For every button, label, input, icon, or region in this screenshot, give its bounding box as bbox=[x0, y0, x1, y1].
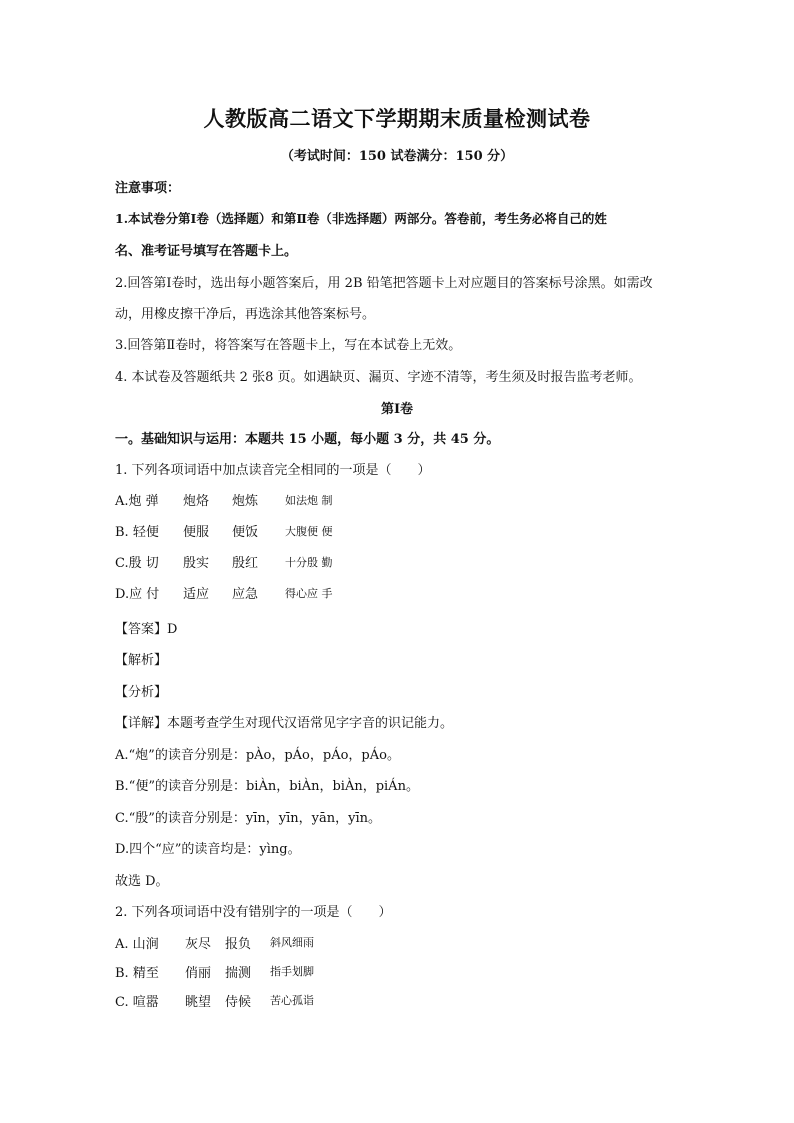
option-word-2: 报负 bbox=[225, 937, 252, 952]
note-item-2b: 动，用橡皮擦干净后，再选涂其他答案标号。 bbox=[115, 307, 376, 322]
exam-time-info: （考试时间：150 试卷满分：150 分） bbox=[280, 149, 514, 164]
option-word-1: 殷实 bbox=[183, 556, 210, 571]
q1-answer: 【答案】D bbox=[115, 622, 178, 637]
note-item-1a: 1.本试卷分第Ⅰ卷（选择题）和第Ⅱ卷（非选择题）两部分。答卷前，考生务必将自己的姓 bbox=[115, 211, 607, 226]
q1-explain-c: C.“殷”的读音分别是：yīn，yīn，yān，yīn。 bbox=[115, 811, 381, 826]
q1-explain-a: A.“炮”的读音分别是：pÀo，pÁo，pÁo，pÁo。 bbox=[115, 748, 400, 763]
option-label: C. 喧嚣 bbox=[115, 995, 159, 1010]
option-word-1: 炮烙 bbox=[183, 494, 210, 509]
option-word-2: 便饭 bbox=[232, 525, 259, 540]
option-word-3: 指手划脚 bbox=[270, 965, 314, 978]
note-item-3: 3.回答第Ⅱ卷时，将答案写在答题卡上，写在本试卷上无效。 bbox=[115, 338, 462, 353]
part1-heading: 一。基础知识与运用：本题共 15 小题，每小题 3 分，共 45 分。 bbox=[115, 432, 500, 447]
notes-heading: 注意事项： bbox=[115, 181, 181, 196]
option-word-1: 灰尽 bbox=[185, 937, 212, 952]
note-item-2a: 2.回答第Ⅰ卷时，选出每小题答案后，用 2B 铅笔把答题卡上对应题目的答案标号涂黑。如需改 bbox=[115, 276, 653, 291]
option-word-2: 侍候 bbox=[225, 995, 252, 1010]
option-word-2: 殷红 bbox=[232, 556, 259, 571]
option-word-3: 大腹便 便 bbox=[285, 525, 333, 538]
q1-explain-b: B.“便”的读音分别是：biÀn，biÀn，biÀn，piÁn。 bbox=[115, 779, 419, 794]
option-label: C.殷 切 bbox=[115, 556, 159, 571]
option-label: D.应 付 bbox=[115, 587, 160, 602]
option-word-2: 炮炼 bbox=[232, 494, 259, 509]
q1-detail: 【详解】本题考查学生对现代汉语常见字字音的识记能力。 bbox=[115, 716, 454, 731]
q1-conclusion: 故选 D。 bbox=[115, 874, 169, 889]
option-word-3: 斜风细雨 bbox=[270, 936, 314, 949]
option-word-2: 揣测 bbox=[225, 966, 252, 981]
option-label: A.炮 弹 bbox=[115, 494, 159, 509]
note-item-4: 4. 本试卷及答题纸共 2 张8 页。如遇缺页、漏页、字迹不清等，考生须及时报告监考老师。 bbox=[115, 370, 642, 385]
option-word-3: 苦心孤诣 bbox=[270, 994, 314, 1007]
q1-stem: 1. 下列各项词语中加点读音完全相同的一项是（ ） bbox=[115, 463, 431, 478]
option-word-1: 适应 bbox=[183, 587, 210, 602]
option-word-3: 十分殷 勤 bbox=[285, 556, 333, 569]
option-label: B. 精至 bbox=[115, 966, 159, 981]
note-item-1b: 名、准考证号填写在答题卡上。 bbox=[115, 244, 298, 259]
option-label: A. 山涧 bbox=[115, 937, 159, 952]
q2-stem: 2. 下列各项词语中没有错别字的一项是（ ） bbox=[115, 905, 392, 920]
q1-explain-d: D.四个“应”的读音均是：yìng。 bbox=[115, 842, 301, 857]
page-title: 人教版高二语文下学期期末质量检测试卷 bbox=[203, 106, 591, 131]
q1-analysis-label: 【解析】 bbox=[115, 653, 168, 668]
option-word-3: 如法炮 制 bbox=[285, 494, 333, 507]
option-word-1: 便服 bbox=[183, 525, 210, 540]
option-word-1: 俏丽 bbox=[185, 966, 212, 981]
q1-fenxi-label: 【分析】 bbox=[115, 685, 168, 700]
option-label: B. 轻便 bbox=[115, 525, 159, 540]
section-title: 第Ⅰ卷 bbox=[380, 402, 414, 417]
option-word-3: 得心应 手 bbox=[285, 587, 333, 600]
option-word-2: 应急 bbox=[232, 587, 259, 602]
option-word-1: 眺望 bbox=[185, 995, 212, 1010]
